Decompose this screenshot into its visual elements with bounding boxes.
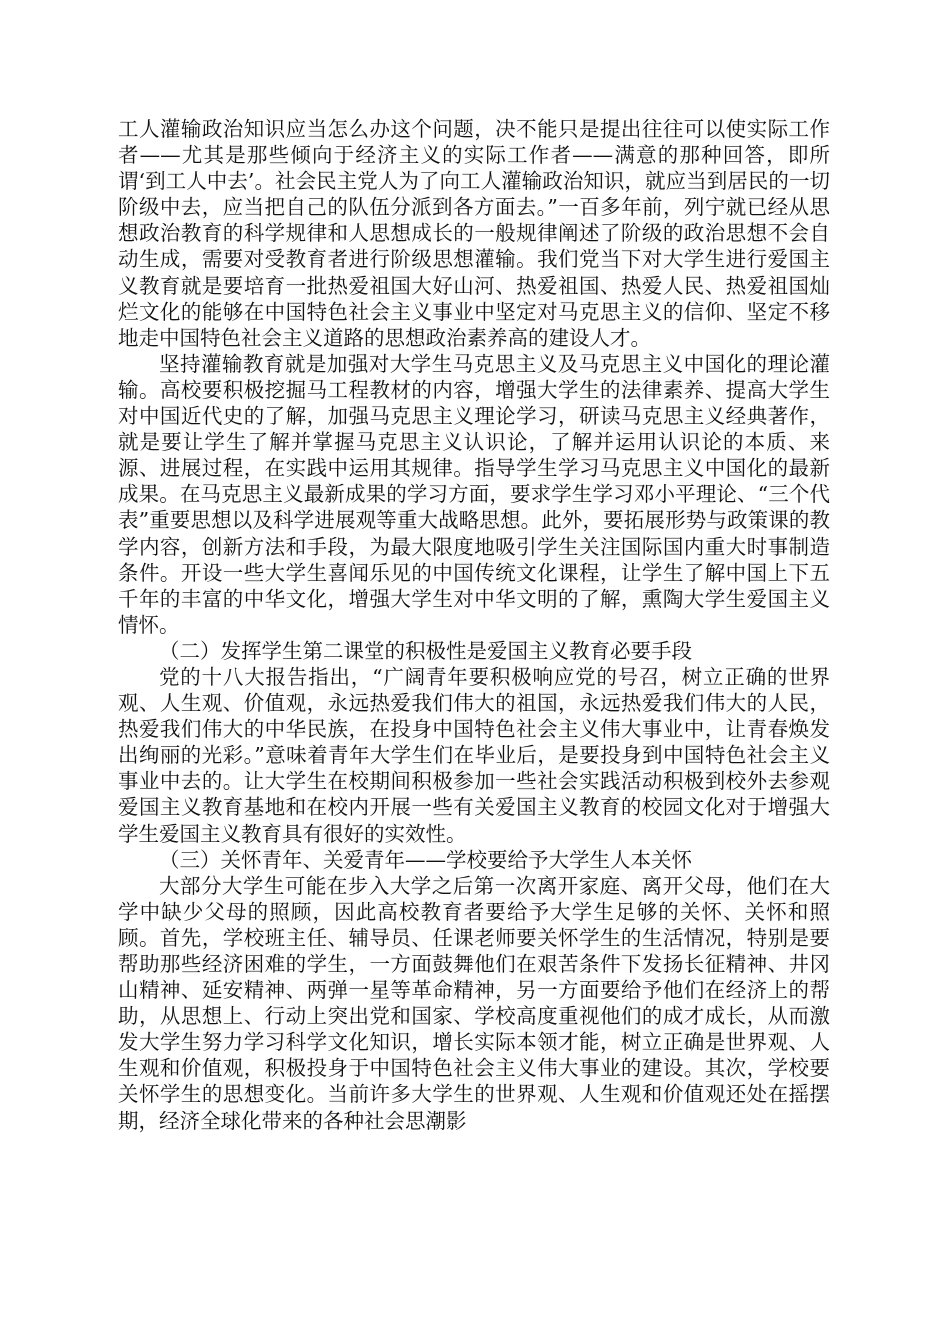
section-heading-2: （二）发挥学生第二课堂的积极性是爱国主义教育必要手段 xyxy=(159,638,692,663)
paragraph-indoctrination: 坚持灌输教育就是加强对大学生马克思主义及马克思主义中国化的理论灌输。高校要积极挖掘马工程教材的内容，增强大学生的法律素养、提高大学生对中国近代史的了解，加强马克思主义理论学习，研读马克思主义经典著作，就是要让学生了解并掌握马克思主义认识论，了解并运用认识论的本质、来源、进展过程，在实践中运用其规律。指导学生学习马克思主义中国化的最新成果。在马克思主义最新成果的学习方面，要求学生学习邓小平理论、“三个代表”重要思想以及科学进展观等重大战略思想。此外，要拓展形势与政策课的教学内容，创新方法和手段，为最大限度地吸引学生关注国际国内重大时事制造条件。开设一些大学生喜闻乐见的中国传统文化课程，让学生了解中国上下五千年的丰富的中华文化，增强大学生对中华文明的了解，熏陶大学生爱国主义情怀。 xyxy=(118,351,830,637)
document-body xyxy=(118,116,830,1134)
paragraph-continuation: 工人灌输政治知识应当怎么办这个问题，决不能只是提出往往可以使实际工作者——尤其是那些倾向于经济主义的实际工作者——满意的那种回答，即所谓‘到工人中去’。社会民主党人为了向工人灌输政治知识，就应当到居民的一切阶级中去，应当把自己的队伍分派到各方面去。”一百多年前，列宁就已经从思想政治教育的科学规律和人思想成长的一般规律阐述了阶级的政治思想不会自动生成，需要对受教育者进行阶级思想灌输。我们党当下对大学生进行爱国主义教育就是要培育一批热爱祖国大好山河、热爱祖国、热爱人民、热爱祖国灿烂文化的能够在中国特色社会主义事业中坚定对马克思主义的信仰、坚定不移地走中国特色社会主义道路的思想政治素养高的建设人才。 xyxy=(118,117,830,350)
section-heading-3: （三）关怀青年、关爱青年——学校要给予大学生人本关怀 xyxy=(159,847,692,872)
paragraph-care: 大部分大学生可能在步入大学之后第一次离开家庭、离开父母，他们在大学中缺少父母的照顾，因此高校教育者要给予大学生足够的关怀、关怀和照顾。首先，学校班主任、辅导员、任课老师要关怀学生的生活情况，特别是要帮助那些经济困难的学生，一方面鼓舞他们在艰苦条件下发扬长征精神、井冈山精神、延安精神、两弹一星等革命精神，另一方面要给予他们在经济上的帮助，从思想上、行动上突出党和国家、学校高度重视他们的成才成长，从而激发大学生努力学习科学文化知识，增长实际本领才能，树立正确是世界观、人生观和价值观，积极投身于中国特色社会主义伟大事业的建设。其次，学校要关怀学生的思想变化。当前许多大学生的世界观、人生观和价值观还处在摇摆期，经济全球化带来的各种社会思潮影 xyxy=(118,873,830,1133)
paragraph-second-classroom: 党的十八大报告指出，“广阔青年要积极响应党的号召，树立正确的世界观、人生观、价值观，永远热爱我们伟大的祖国，永远热爱我们伟大的人民，热爱我们伟大的中华民族，在投身中国特色社会主义伟大事业中，让青春焕发出绚丽的光彩。”意味着青年大学生们在毕业后，是要投身到中国特色社会主义事业中去的。让大学生在校期间积极参加一些社会实践活动积极到校外去参观爱国主义教育基地和在校内开展一些有关爱国主义教育的校园文化对于增强大学生爱国主义教育具有很好的实效性。 xyxy=(118,664,830,846)
